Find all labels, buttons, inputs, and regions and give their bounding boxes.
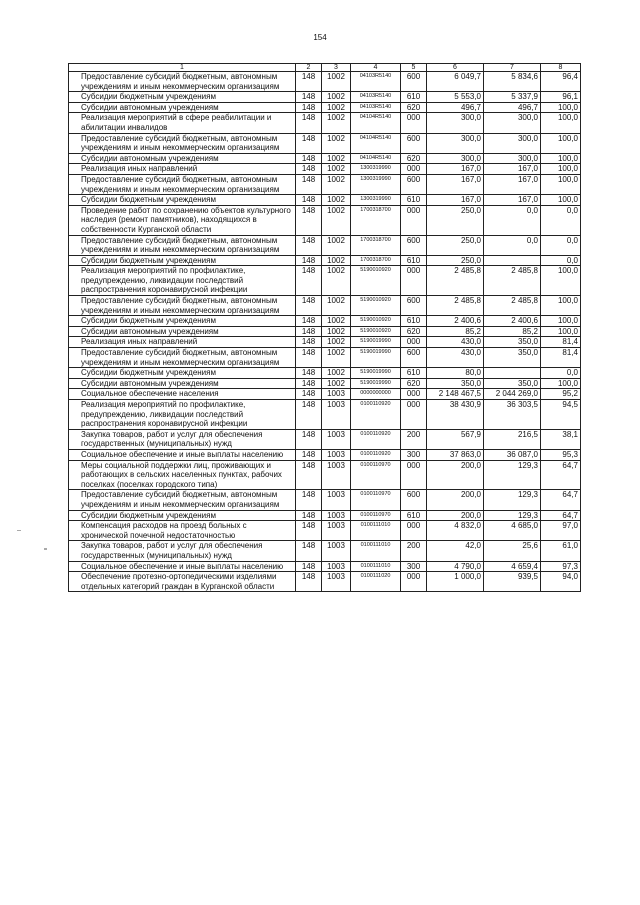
section-code: 1003 [322,572,351,592]
target-article-code: 1700318700 [351,255,401,266]
item-name: Субсидии бюджетным учреждениям [69,368,296,379]
executed-amount: 496,7 [484,102,541,113]
ministry-code: 148 [296,572,322,592]
executed-amount: 0,0 [484,235,541,255]
execution-percent: 97,0 [541,521,581,541]
section-code: 1002 [322,255,351,266]
expense-type-code: 000 [401,205,427,235]
section-code: 1003 [322,541,351,561]
table-row [69,133,581,153]
expense-type-code: 200 [401,541,427,561]
budget-execution-table [68,63,581,592]
expense-type-code: 000 [401,400,427,430]
target-article-code: 04103R5140 [351,72,401,92]
expense-type-code: 600 [401,490,427,510]
executed-amount: 350,0 [484,378,541,389]
table-row [69,164,581,175]
ministry-code: 148 [296,449,322,460]
item-name: Меры социальной поддержки лиц, проживающих и работающих в сельских населенных пунктах, рабочих поселках (поселках городского типа) [69,460,296,490]
execution-percent: 97,3 [541,561,581,572]
table-row [69,449,581,460]
target-article-code: 1300319990 [351,174,401,194]
table-row [69,153,581,164]
table-row [69,400,581,430]
target-article-code: 04103R5140 [351,92,401,103]
executed-amount: 2 400,6 [484,316,541,327]
ministry-code: 148 [296,378,322,389]
execution-percent: 95,3 [541,449,581,460]
planned-amount: 250,0 [427,205,484,235]
expense-type-code: 600 [401,348,427,368]
column-header: 1 [69,64,296,72]
planned-amount: 4 832,0 [427,521,484,541]
table-row [69,266,581,296]
expense-type-code: 000 [401,337,427,348]
executed-amount: 300,0 [484,153,541,164]
target-article-code: 0100111010 [351,561,401,572]
column-header: 4 [351,64,401,72]
planned-amount: 80,0 [427,368,484,379]
execution-percent: 0,0 [541,368,581,379]
execution-percent: 0,0 [541,255,581,266]
item-name: Субсидии автономным учреждениям [69,102,296,113]
expense-type-code: 610 [401,255,427,266]
execution-percent: 100,0 [541,326,581,337]
ministry-code: 148 [296,235,322,255]
table-row [69,368,581,379]
item-name: Закупка товаров, работ и услуг для обеспечения государственных (муниципальных) нужд [69,429,296,449]
expense-type-code: 600 [401,133,427,153]
ministry-code: 148 [296,460,322,490]
planned-amount: 2 485,8 [427,296,484,316]
item-name: Компенсация расходов на проезд больных с хронической почечной недостаточностью [69,521,296,541]
table-row [69,195,581,206]
ministry-code: 148 [296,266,322,296]
planned-amount: 2 400,6 [427,316,484,327]
item-name: Предоставление субсидий бюджетным, автономным учреждениям и иным некоммерческим организациям [69,490,296,510]
target-article-code: 1700318700 [351,205,401,235]
section-code: 1003 [322,389,351,400]
planned-amount: 300,0 [427,153,484,164]
table-row [69,296,581,316]
executed-amount: 129,3 [484,460,541,490]
table-row [69,541,581,561]
execution-percent: 100,0 [541,113,581,133]
ministry-code: 148 [296,521,322,541]
execution-percent: 94,5 [541,400,581,430]
ministry-code: 148 [296,400,322,430]
executed-amount: 4 659,4 [484,561,541,572]
item-name: Субсидии бюджетным учреждениям [69,92,296,103]
expense-type-code: 610 [401,368,427,379]
execution-percent: 0,0 [541,235,581,255]
item-name: Предоставление субсидий бюджетным, автономным учреждениям и иным некоммерческим организациям [69,72,296,92]
target-article-code: 0000000000 [351,389,401,400]
planned-amount: 6 049,7 [427,72,484,92]
item-name: Проведение работ по сохранению объектов культурного наследия (ремонт памятников), находящихся в собственности Курганской области [69,205,296,235]
target-article-code: 1300319990 [351,195,401,206]
table-row [69,337,581,348]
item-name: Предоставление субсидий бюджетным, автономным учреждениям и иным некоммерческим организациям [69,235,296,255]
item-name: Закупка товаров, работ и услуг для обеспечения государственных (муниципальных) нужд [69,541,296,561]
executed-amount: 350,0 [484,337,541,348]
target-article-code: 04104R5140 [351,113,401,133]
execution-percent: 100,0 [541,102,581,113]
target-article-code: 5190010920 [351,326,401,337]
executed-amount: 167,0 [484,195,541,206]
expense-type-code: 610 [401,195,427,206]
expense-type-code: 300 [401,449,427,460]
executed-amount: 5 834,6 [484,72,541,92]
executed-amount: 2 485,8 [484,266,541,296]
planned-amount: 496,7 [427,102,484,113]
execution-percent: 100,0 [541,153,581,164]
target-article-code: 0100111020 [351,572,401,592]
execution-percent: 100,0 [541,164,581,175]
planned-amount: 37 863,0 [427,449,484,460]
planned-amount: 350,0 [427,378,484,389]
expense-type-code: 000 [401,266,427,296]
executed-amount: 350,0 [484,348,541,368]
ministry-code: 148 [296,337,322,348]
target-article-code: 1700318700 [351,235,401,255]
expense-type-code: 000 [401,521,427,541]
expense-type-code: 610 [401,510,427,521]
execution-percent: 100,0 [541,174,581,194]
executed-amount: 36 087,0 [484,449,541,460]
section-code: 1003 [322,510,351,521]
table-row [69,429,581,449]
column-header: 7 [484,64,541,72]
target-article-code: 5190010920 [351,296,401,316]
scan-artifact-mark [17,530,21,531]
section-code: 1002 [322,174,351,194]
expense-type-code: 610 [401,316,427,327]
expense-type-code: 200 [401,429,427,449]
execution-percent: 64,7 [541,460,581,490]
section-code: 1003 [322,561,351,572]
section-code: 1003 [322,400,351,430]
target-article-code: 04103R5140 [351,102,401,113]
section-code: 1002 [322,153,351,164]
table-row [69,235,581,255]
planned-amount: 38 430,9 [427,400,484,430]
table-row [69,490,581,510]
item-name: Субсидии автономным учреждениям [69,153,296,164]
section-code: 1002 [322,92,351,103]
item-name: Предоставление субсидий бюджетным, автономным учреждениям и иным некоммерческим организациям [69,348,296,368]
target-article-code: 0100110920 [351,429,401,449]
target-article-code: 0100111010 [351,541,401,561]
section-code: 1002 [322,266,351,296]
item-name: Реализация мероприятий в сфере реабилитации и абилитации инвалидов [69,113,296,133]
planned-amount: 200,0 [427,490,484,510]
item-name: Субсидии бюджетным учреждениям [69,316,296,327]
ministry-code: 148 [296,326,322,337]
column-header: 3 [322,64,351,72]
item-name: Социальное обеспечение и иные выплаты населению [69,449,296,460]
executed-amount [484,255,541,266]
planned-amount: 4 790,0 [427,561,484,572]
page-number: 154 [313,33,327,42]
section-code: 1002 [322,102,351,113]
planned-amount: 300,0 [427,113,484,133]
item-name: Реализация мероприятий по профилактике, предупреждению, ликвидации последствий распространения коронавирусной инфекции [69,266,296,296]
executed-amount: 216,5 [484,429,541,449]
planned-amount: 430,0 [427,337,484,348]
executed-amount: 2 485,8 [484,296,541,316]
planned-amount: 167,0 [427,195,484,206]
execution-percent: 96,1 [541,92,581,103]
expense-type-code: 620 [401,378,427,389]
table-row [69,561,581,572]
expense-type-code: 610 [401,92,427,103]
expense-type-code: 000 [401,572,427,592]
table-row [69,205,581,235]
expense-type-code: 000 [401,113,427,133]
execution-percent: 100,0 [541,378,581,389]
item-name: Предоставление субсидий бюджетным, автономным учреждениям и иным некоммерческим организациям [69,133,296,153]
ministry-code: 148 [296,102,322,113]
execution-percent: 64,7 [541,510,581,521]
target-article-code: 0100110970 [351,490,401,510]
executed-amount: 25,6 [484,541,541,561]
section-code: 1003 [322,429,351,449]
section-code: 1002 [322,72,351,92]
column-number-row [69,64,581,72]
item-name: Субсидии автономным учреждениям [69,326,296,337]
execution-percent: 81,4 [541,348,581,368]
planned-amount: 250,0 [427,255,484,266]
executed-amount: 167,0 [484,164,541,175]
ministry-code: 148 [296,72,322,92]
execution-percent: 100,0 [541,266,581,296]
planned-amount: 2 148 467,5 [427,389,484,400]
section-code: 1002 [322,164,351,175]
ministry-code: 148 [296,389,322,400]
section-code: 1002 [322,326,351,337]
ministry-code: 148 [296,348,322,368]
target-article-code: 04104R5140 [351,133,401,153]
target-article-code: 5190019990 [351,368,401,379]
execution-percent: 94,0 [541,572,581,592]
ministry-code: 148 [296,296,322,316]
column-header: 8 [541,64,581,72]
ministry-code: 148 [296,113,322,133]
table-row [69,316,581,327]
item-name: Реализация мероприятий по профилактике, предупреждению, ликвидации последствий распространения коронавирусной инфекции [69,400,296,430]
item-name: Социальное обеспечение и иные выплаты населению [69,561,296,572]
section-code: 1002 [322,348,351,368]
column-header: 2 [296,64,322,72]
ministry-code: 148 [296,490,322,510]
item-name: Субсидии бюджетным учреждениям [69,255,296,266]
planned-amount: 167,0 [427,164,484,175]
target-article-code: 0100110970 [351,510,401,521]
item-name: Реализация иных направлений [69,337,296,348]
table-row [69,378,581,389]
expense-type-code: 620 [401,102,427,113]
executed-amount [484,368,541,379]
table-row [69,72,581,92]
table-row [69,174,581,194]
execution-percent: 64,7 [541,490,581,510]
planned-amount: 42,0 [427,541,484,561]
execution-percent: 100,0 [541,296,581,316]
item-name: Социальное обеспечение населения [69,389,296,400]
section-code: 1002 [322,205,351,235]
expense-type-code: 600 [401,174,427,194]
expense-type-code: 000 [401,164,427,175]
executed-amount: 36 303,5 [484,400,541,430]
ministry-code: 148 [296,174,322,194]
item-name: Субсидии бюджетным учреждениям [69,195,296,206]
table-row [69,326,581,337]
section-code: 1002 [322,133,351,153]
table-row [69,510,581,521]
section-code: 1002 [322,296,351,316]
planned-amount: 430,0 [427,348,484,368]
item-name: Реализация иных направлений [69,164,296,175]
item-name: Обеспечение протезно-ортопедическими изделиями отдельных категорий граждан в Курганской области [69,572,296,592]
executed-amount: 129,3 [484,510,541,521]
executed-amount: 0,0 [484,205,541,235]
planned-amount: 2 485,8 [427,266,484,296]
execution-percent: 0,0 [541,205,581,235]
target-article-code: 0100110920 [351,449,401,460]
planned-amount: 200,0 [427,510,484,521]
expense-type-code: 600 [401,235,427,255]
table-row [69,389,581,400]
target-article-code: 0100110970 [351,460,401,490]
executed-amount: 2 044 269,0 [484,389,541,400]
expense-type-code: 620 [401,326,427,337]
ministry-code: 148 [296,510,322,521]
target-article-code: 5190019990 [351,378,401,389]
column-header: 5 [401,64,427,72]
target-article-code: 0100110920 [351,400,401,430]
table-row [69,348,581,368]
execution-percent: 81,4 [541,337,581,348]
section-code: 1002 [322,235,351,255]
ministry-code: 148 [296,368,322,379]
ministry-code: 148 [296,561,322,572]
ministry-code: 148 [296,164,322,175]
expense-type-code: 600 [401,72,427,92]
target-article-code: 5190019990 [351,337,401,348]
section-code: 1002 [322,195,351,206]
planned-amount: 1 000,0 [427,572,484,592]
planned-amount: 567,9 [427,429,484,449]
table-row [69,102,581,113]
executed-amount: 5 337,9 [484,92,541,103]
target-article-code: 1300319990 [351,164,401,175]
ministry-code: 148 [296,205,322,235]
executed-amount: 300,0 [484,133,541,153]
target-article-code: 04104R5140 [351,153,401,164]
table-row [69,521,581,541]
item-name: Субсидии бюджетным учреждениям [69,510,296,521]
table-row [69,92,581,103]
ministry-code: 148 [296,429,322,449]
target-article-code: 5190010920 [351,266,401,296]
planned-amount: 5 553,0 [427,92,484,103]
target-article-code: 5190019990 [351,348,401,368]
planned-amount: 200,0 [427,460,484,490]
execution-percent: 95,2 [541,389,581,400]
target-article-code: 5190010920 [351,316,401,327]
execution-percent: 100,0 [541,316,581,327]
planned-amount: 250,0 [427,235,484,255]
scan-artifact-mark [44,548,47,550]
table-row [69,255,581,266]
section-code: 1003 [322,460,351,490]
ministry-code: 148 [296,133,322,153]
executed-amount: 300,0 [484,113,541,133]
executed-amount: 939,5 [484,572,541,592]
execution-percent: 61,0 [541,541,581,561]
expense-type-code: 620 [401,153,427,164]
execution-percent: 96,4 [541,72,581,92]
section-code: 1002 [322,113,351,133]
planned-amount: 300,0 [427,133,484,153]
expense-type-code: 600 [401,296,427,316]
table-row [69,460,581,490]
executed-amount: 129,3 [484,490,541,510]
expense-type-code: 000 [401,460,427,490]
section-code: 1002 [322,337,351,348]
section-code: 1003 [322,521,351,541]
executed-amount: 167,0 [484,174,541,194]
item-name: Предоставление субсидий бюджетным, автономным учреждениям и иным некоммерческим организациям [69,174,296,194]
executed-amount: 85,2 [484,326,541,337]
ministry-code: 148 [296,255,322,266]
column-header: 6 [427,64,484,72]
section-code: 1002 [322,368,351,379]
expense-type-code: 000 [401,389,427,400]
table-row [69,113,581,133]
section-code: 1003 [322,449,351,460]
section-code: 1003 [322,490,351,510]
ministry-code: 148 [296,541,322,561]
ministry-code: 148 [296,153,322,164]
section-code: 1002 [322,316,351,327]
table-row [69,572,581,592]
execution-percent: 38,1 [541,429,581,449]
table-body [69,72,581,592]
ministry-code: 148 [296,92,322,103]
ministry-code: 148 [296,195,322,206]
item-name: Субсидии автономным учреждениям [69,378,296,389]
execution-percent: 100,0 [541,195,581,206]
planned-amount: 167,0 [427,174,484,194]
ministry-code: 148 [296,316,322,327]
section-code: 1002 [322,378,351,389]
execution-percent: 100,0 [541,133,581,153]
target-article-code: 0100111010 [351,521,401,541]
executed-amount: 4 685,0 [484,521,541,541]
item-name: Предоставление субсидий бюджетным, автономным учреждениям и иным некоммерческим организациям [69,296,296,316]
planned-amount: 85,2 [427,326,484,337]
expense-type-code: 300 [401,561,427,572]
